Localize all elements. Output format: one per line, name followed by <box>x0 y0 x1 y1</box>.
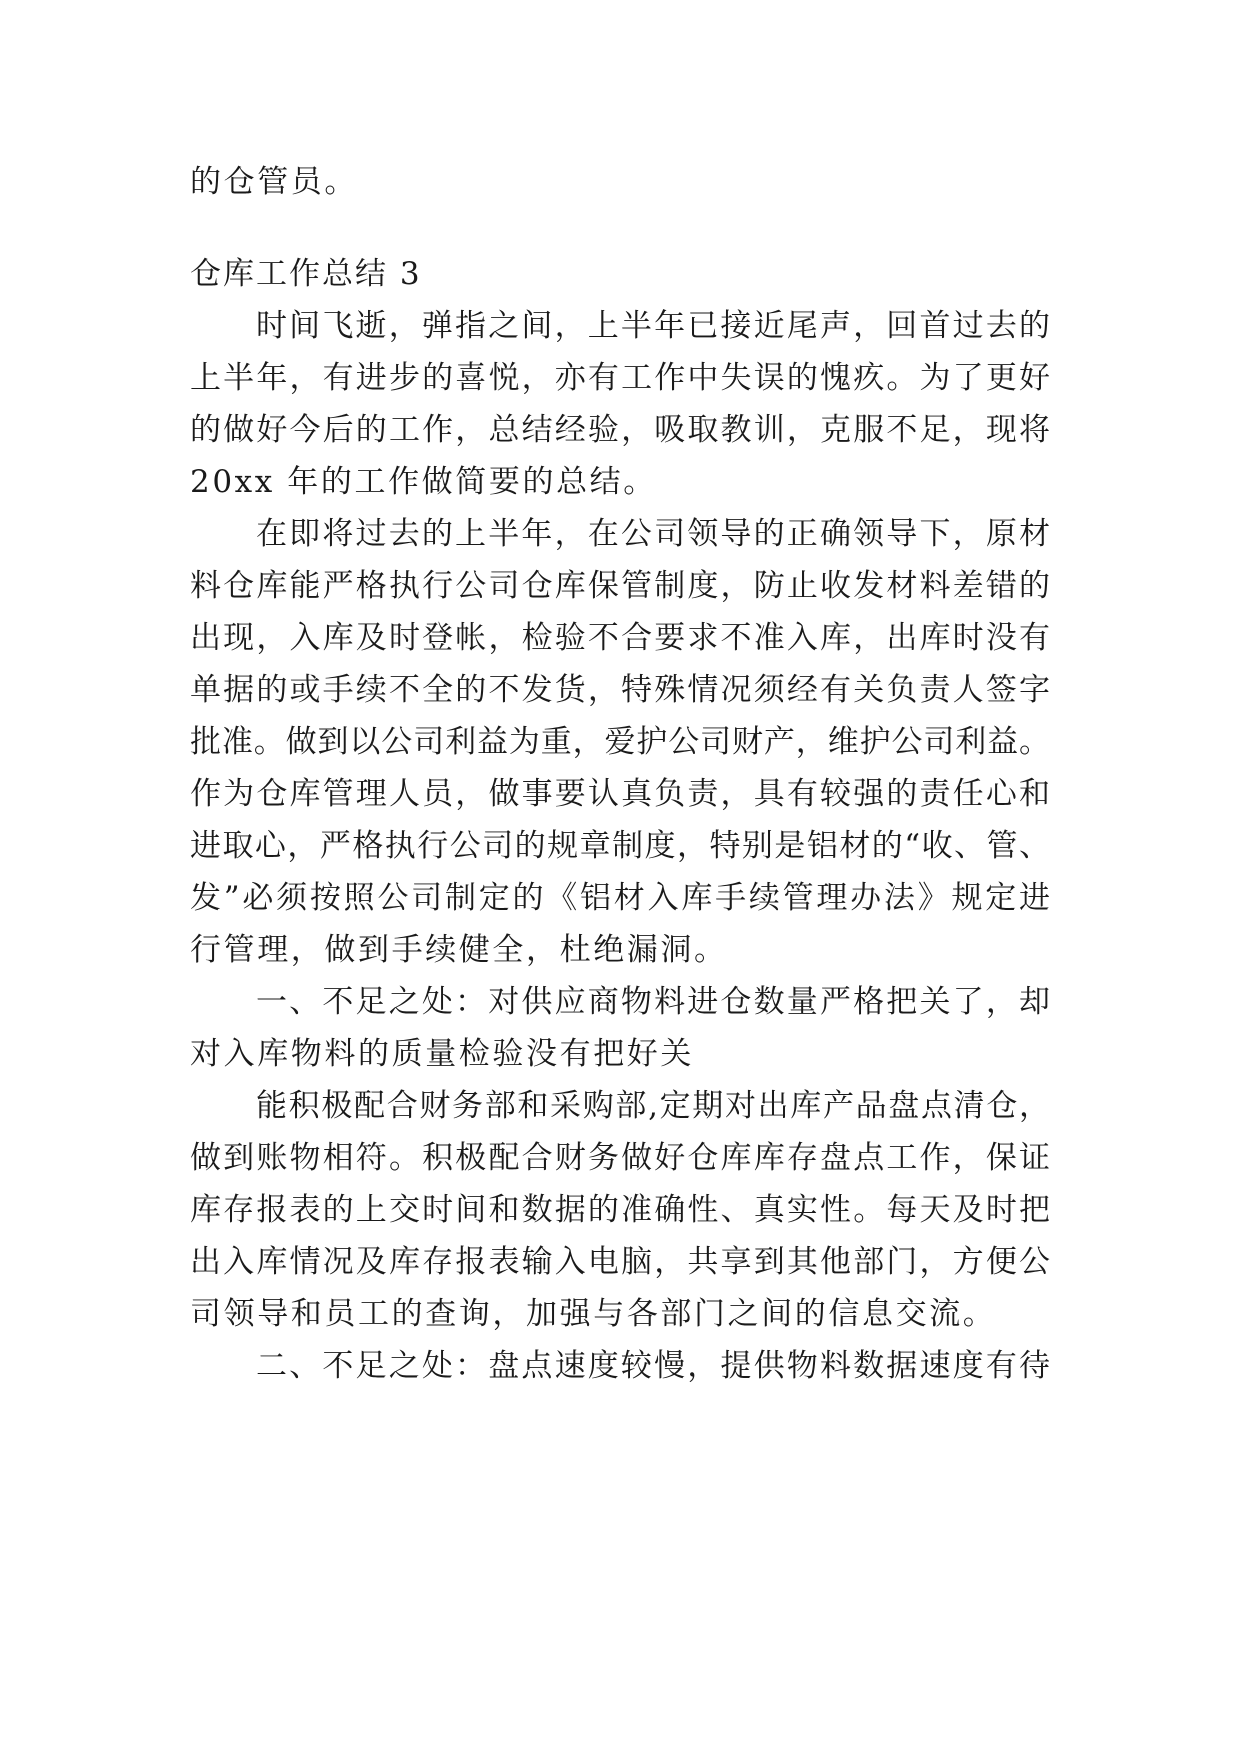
paragraph-2-line-8: 发”必须按照公司制定的《铝材入库手续管理办法》规定进 <box>190 880 1050 916</box>
paragraph-3-line-2: 对入库物料的质量检验没有把好关 <box>190 1036 694 1072</box>
paragraph-2-line-3: 出现，入库及时登帐，检验不合要求不准入库，出库时没有 <box>190 620 1050 656</box>
paragraph-2-line-2: 料仓库能严格执行公司仓库保管制度，防止收发材料差错的 <box>190 568 1050 604</box>
carryover-text: 的仓管员。 <box>190 164 358 200</box>
paragraph-5-line-1: 二、不足之处：盘点速度较慢，提供物料数据速度有待 <box>256 1348 1050 1384</box>
paragraph-1-line-3: 的做好今后的工作，总结经验，吸取教训，克服不足，现将 <box>190 412 1050 448</box>
paragraph-4-line-3: 库存报表的上交时间和数据的准确性、真实性。每天及时把 <box>190 1192 1050 1228</box>
paragraph-1-line-2: 上半年，有进步的喜悦，亦有工作中失误的愧疚。为了更好 <box>190 360 1050 396</box>
paragraph-2-line-4: 单据的或手续不全的不发货，特殊情况须经有关负责人签字 <box>190 672 1050 708</box>
paragraph-3-line-1: 一、不足之处：对供应商物料进仓数量严格把关了，却 <box>256 984 1050 1020</box>
paragraph-2-line-7: 进取心，严格执行公司的规章制度，特别是铝材的“收、管、 <box>190 828 1050 864</box>
paragraph-4-line-1: 能积极配合财务部和采购部,定期对出库产品盘点清仓， <box>256 1088 1050 1124</box>
section-title: 仓库工作总结 3 <box>190 256 422 292</box>
paragraph-2-line-5: 批准。做到以公司利益为重，爱护公司财产，维护公司利益。 <box>190 724 1050 760</box>
paragraph-2-line-1: 在即将过去的上半年，在公司领导的正确领导下，原材 <box>256 516 1050 552</box>
paragraph-4-line-4: 出入库情况及库存报表输入电脑，共享到其他部门，方便公 <box>190 1244 1050 1280</box>
paragraph-1-line-1: 时间飞逝，弹指之间，上半年已接近尾声，回首过去的 <box>256 308 1050 344</box>
paragraph-2-line-9: 行管理，做到手续健全，杜绝漏洞。 <box>190 932 728 968</box>
paragraph-4-line-5: 司领导和员工的查询，加强与各部门之间的信息交流。 <box>190 1296 997 1332</box>
paragraph-4-line-2: 做到账物相符。积极配合财务做好仓库库存盘点工作，保证 <box>190 1140 1050 1176</box>
paragraph-1-line-4: 20xx 年的工作做简要的总结。 <box>190 464 657 500</box>
paragraph-2-line-6: 作为仓库管理人员，做事要认真负责，具有较强的责任心和 <box>190 776 1050 812</box>
